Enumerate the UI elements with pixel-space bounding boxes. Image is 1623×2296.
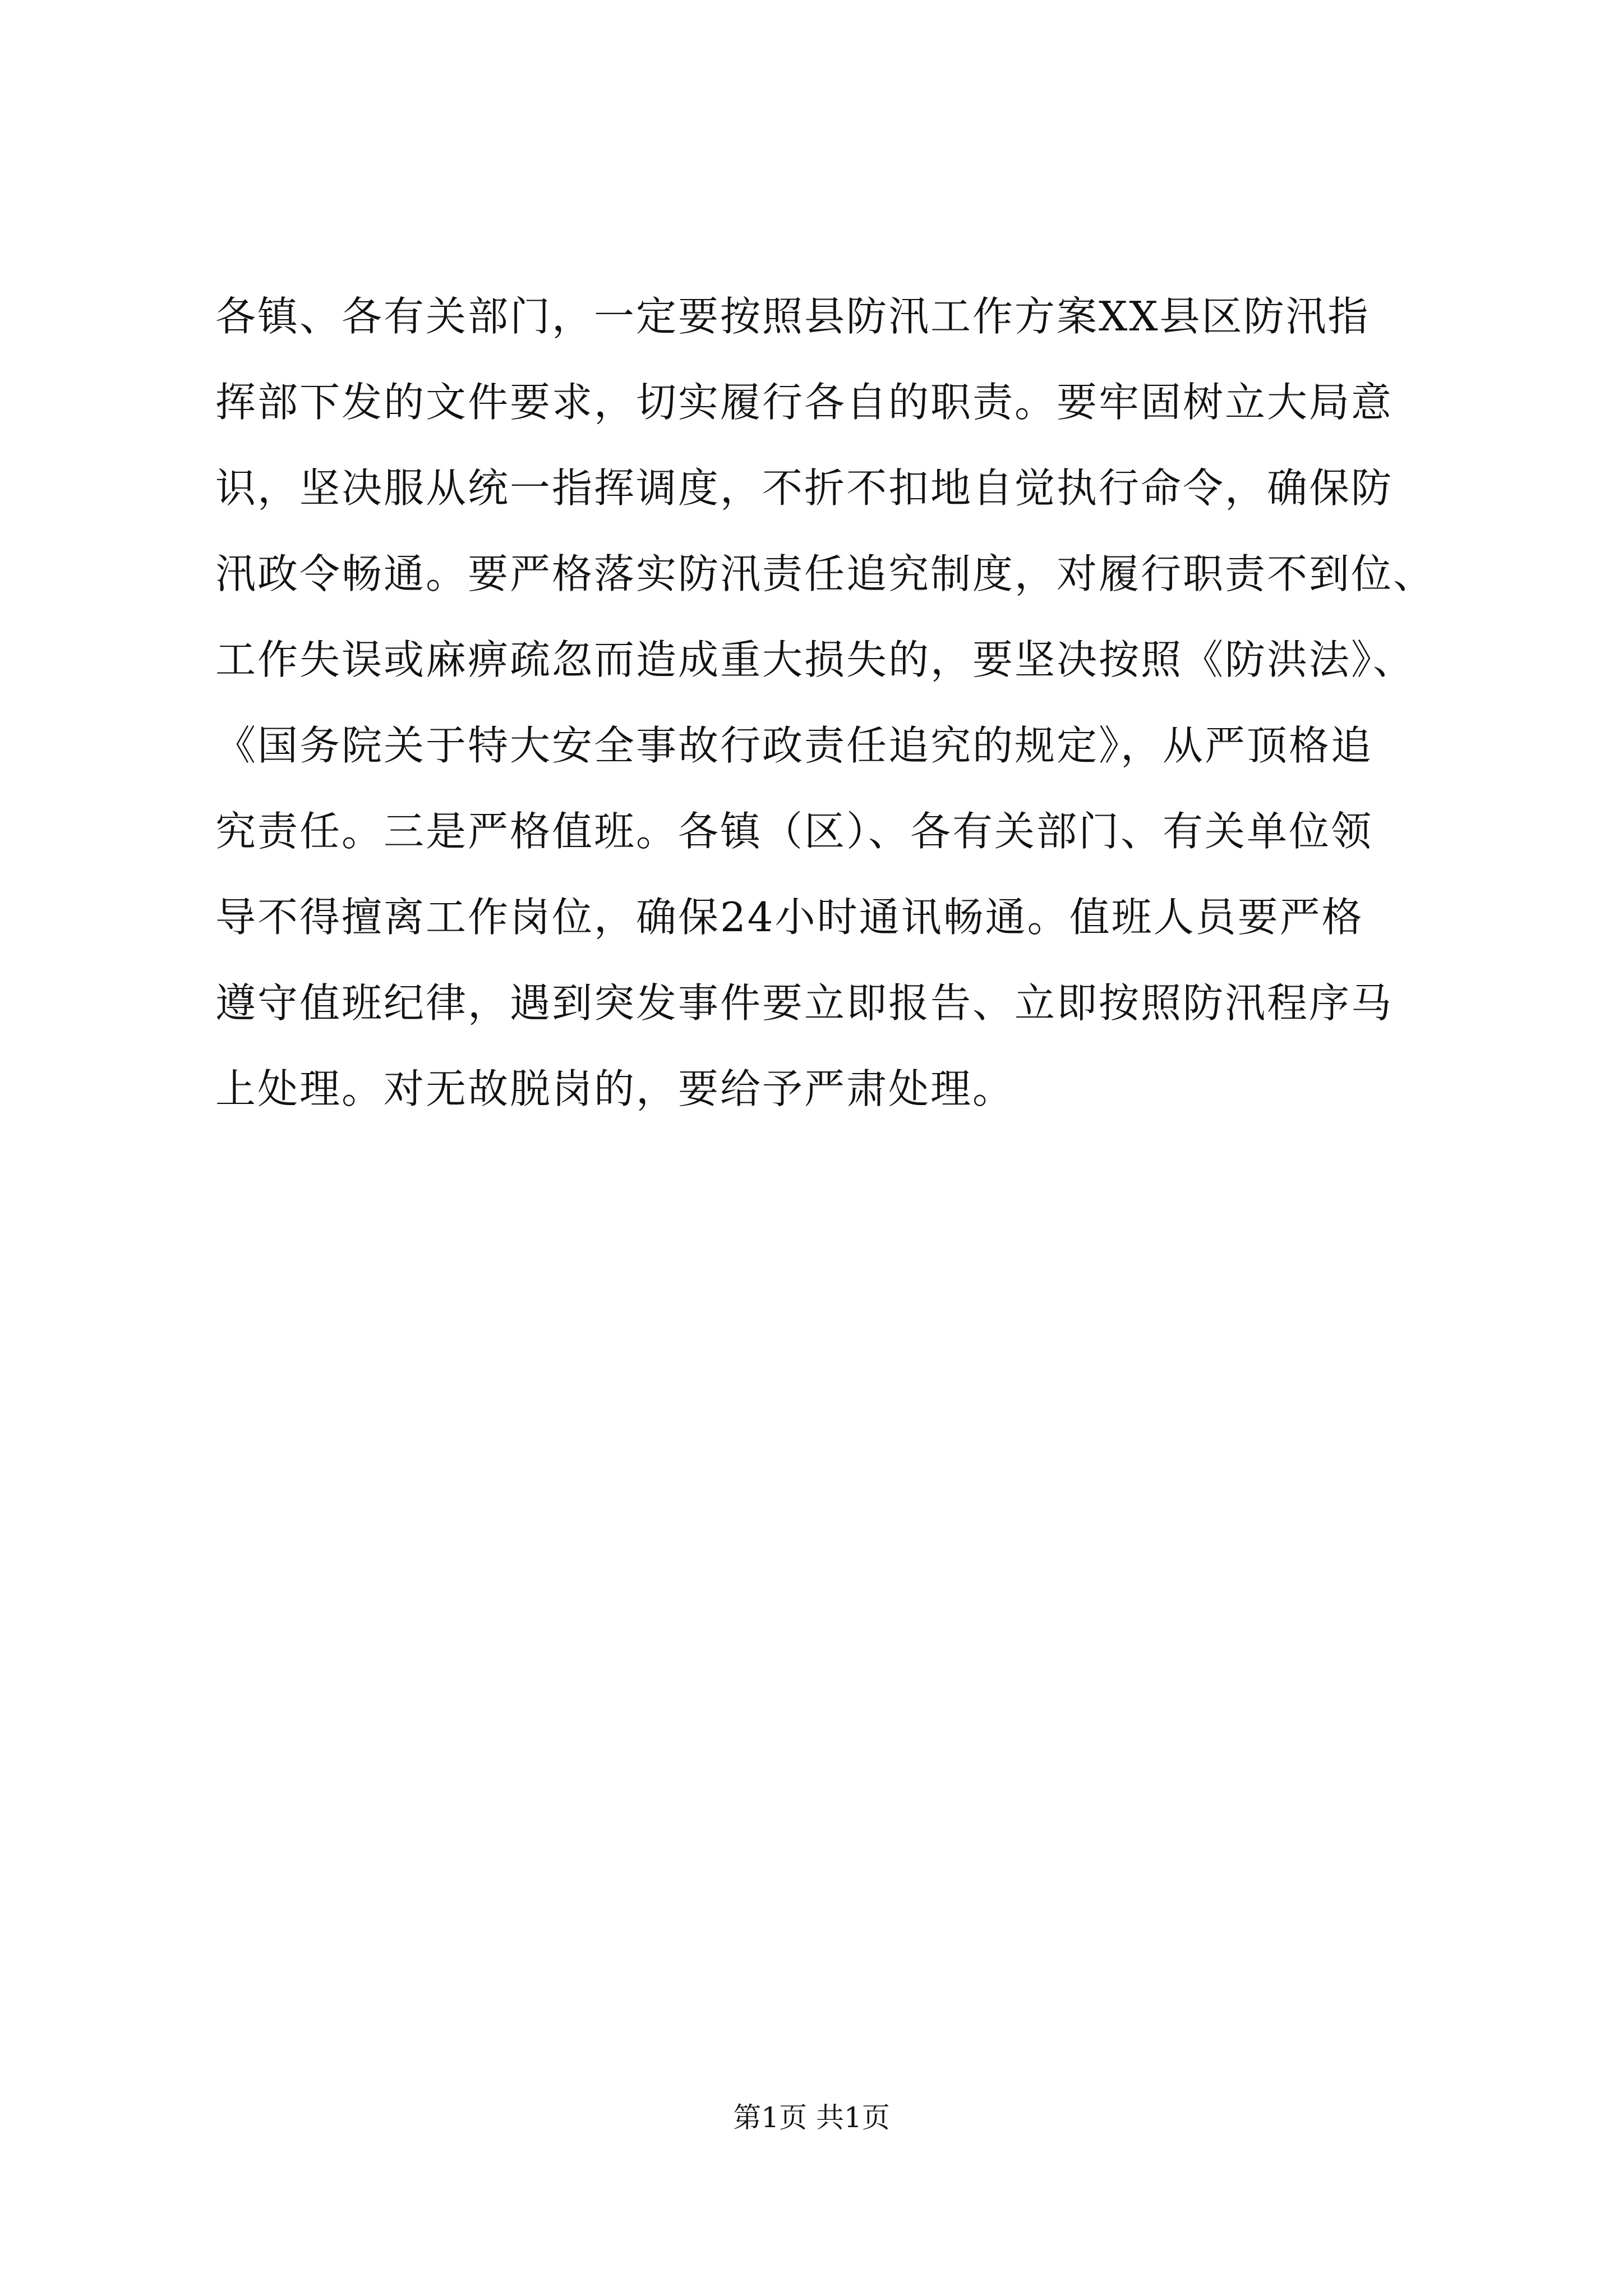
paragraph-line: 识，坚决服从统一指挥调度，不折不扣地自觉执行命令，确保防: [215, 464, 1394, 512]
page-number-footer: 第1页 共1页: [733, 2101, 890, 2134]
paragraph-line: 遵守值班纪律，遇到突发事件要立即报告、立即按照防汛程序马: [215, 979, 1394, 1027]
paragraph-line: 汛政令畅通。要严格落实防汛责任追究制度，对履行职责不到位、: [215, 550, 1436, 597]
paragraph-line: 上处理。对无故脱岗的，要给予严肃处理。: [215, 1065, 1015, 1112]
body-paragraph: [215, 274, 1472, 1132]
paragraph-line: 究责任。三是严格值班。各镇（区）、各有关部门、有关单位领: [215, 808, 1373, 855]
paragraph-line: 导不得擅离工作岗位，确保24小时通讯畅通。值班人员要严格: [215, 894, 1364, 941]
paragraph-line: 各镇、各有关部门，一定要按照县防汛工作方案XX县区防汛指: [215, 293, 1370, 340]
paragraph-line: 《国务院关于特大安全事故行政责任追究的规定》，从严顶格追: [215, 722, 1373, 769]
paragraph-line: 工作失误或麻痹疏忽而造成重大损失的，要坚决按照《防洪法》、: [215, 636, 1415, 683]
paragraph-line: 挥部下发的文件要求，切实履行各自的职责。要牢固树立大局意: [215, 379, 1394, 426]
